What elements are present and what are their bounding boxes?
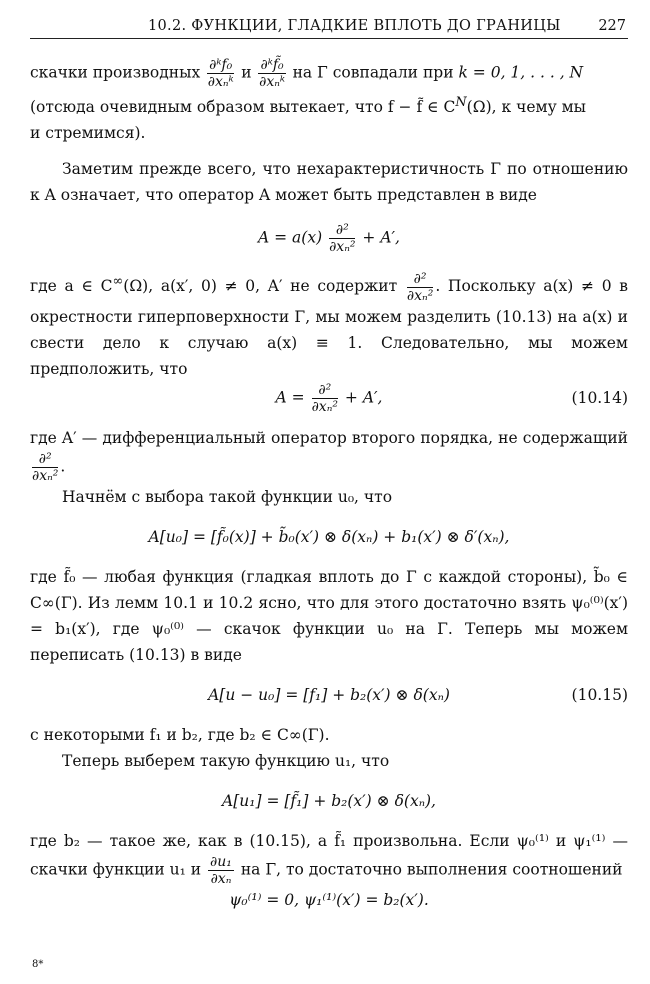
equation-10-14: A = $\frac{\text{∂²}}{\text{∂xₙ²}}$ + A′, (10.14) [275,381,628,415]
equation-operator-a: A = a(x) $\frac{\text{∂²}}{\text{∂xₙ²}}$ + A′, [258,222,400,256]
paragraph-jumps: скачки производных $\frac{\text{∂ᵏf₀}}{\text{∂xₙᵏ}}$ и $\frac{\text{∂ᵏf̃₀}}{\text{∂xₙᵏ}}$ на Γ совпадали при k = 0, 1, . . . , N (отсюда очевидным образом вытекает, что f − f̃ ∈ $C^N(\Omega)$, к чему мы и стремимся). [30,57,587,143]
equation-a-u0: A[u₀] = [f̃₀(x)] + b̃₀(x′) ⊗ δ(xₙ) + b₁(x′) ⊗ δ′(xₙ), [148,527,510,546]
signature-mark: 8* [32,959,44,970]
paragraph-choose-u1: Теперь выберем такую функцию u₁, что [62,751,390,770]
paragraph-some-f1: с некоторыми f₁ и b₂, где b₂ ∈ C∞(Γ). [30,725,330,744]
book-page [30,18,628,913]
equation-10-15: A[u − u₀] = [f₁] + b₂(x′) ⊗ δ(xₙ) (10.15) [30,682,628,708]
paragraph-where-a-prime: где A′ — дифференциальный оператор второго порядка, не содержащий $\frac{\text{∂²}}{\text{∂xₙ²}}$ . [30,428,628,484]
paragraph-where-a: где a ∈ C∞(Ω), a(x′, 0) ≠ 0, A′ не содержит $\frac{\text{∂²}}{\text{∂xₙ²}}$ . Поскольку a(x) ≠ 0 в окрестности гиперповерхности Γ, мы можем разделить (10.13) на a(x) и свести дело к случаю a(x) ≡ 1. Следовательно, мы можем предположить, что [30,270,628,378]
running-header [30,18,628,39]
equation-psi-conditions: ψ₀⁽¹⁾ = 0, ψ₁⁽¹⁾(x′) = b₂(x′). [229,890,429,909]
equation-a-u1: A[u₁] = [f̃₁] + b₂(x′) ⊗ δ(xₙ), [222,791,436,810]
section-title: 10.2. ФУНКЦИИ, ГЛАДКИЕ ВПЛОТЬ ДО ГРАНИЦЫ [148,18,561,34]
paragraph-choose-u0: Начнём с выбора такой функции u₀, что [62,487,393,506]
page-number: 227 [598,18,626,34]
fraction-dk-f0: $\frac{\text{∂ᵏf₀}}{\text{∂xₙᵏ}}$ [207,57,234,90]
fraction-dk-f0-tilde: $\frac{\text{∂ᵏf̃₀}}{\text{∂xₙᵏ}}$ [259,57,286,90]
equation-number: (10.15) [571,685,628,704]
paragraph-noncharacteristic: Заметим прежде всего, что нехарактеристичность Γ по отношению к A означает, что оператор A может быть представлен в виде [30,160,628,205]
paragraph-where-b2: где b₂ — такое же, как в (10.15), а f̃₁ произвольна. Если ψ₀⁽¹⁾ и ψ₁⁽¹⁾ — скачки функции u₁ и $\frac{\text{∂u₁}}{\text{∂xₙ}}$ на Γ, то достаточно выполнения соотношений [30,831,628,887]
paragraph-where-f0: где f̃₀ — любая функция (гладкая вплоть до Γ с каждой стороны), b̃₀ ∈ C∞(Γ). Из лемм 10.1 и 10.2 ясно, что для этого достаточно взять ψ₀⁽⁰⁾(x′) = b₁(x′), где ψ₀⁽⁰⁾ — скачок функции u₀ на Γ. Теперь мы можем переписать (10.13) в виде [30,567,628,664]
equation-number: (10.14) [571,389,628,408]
